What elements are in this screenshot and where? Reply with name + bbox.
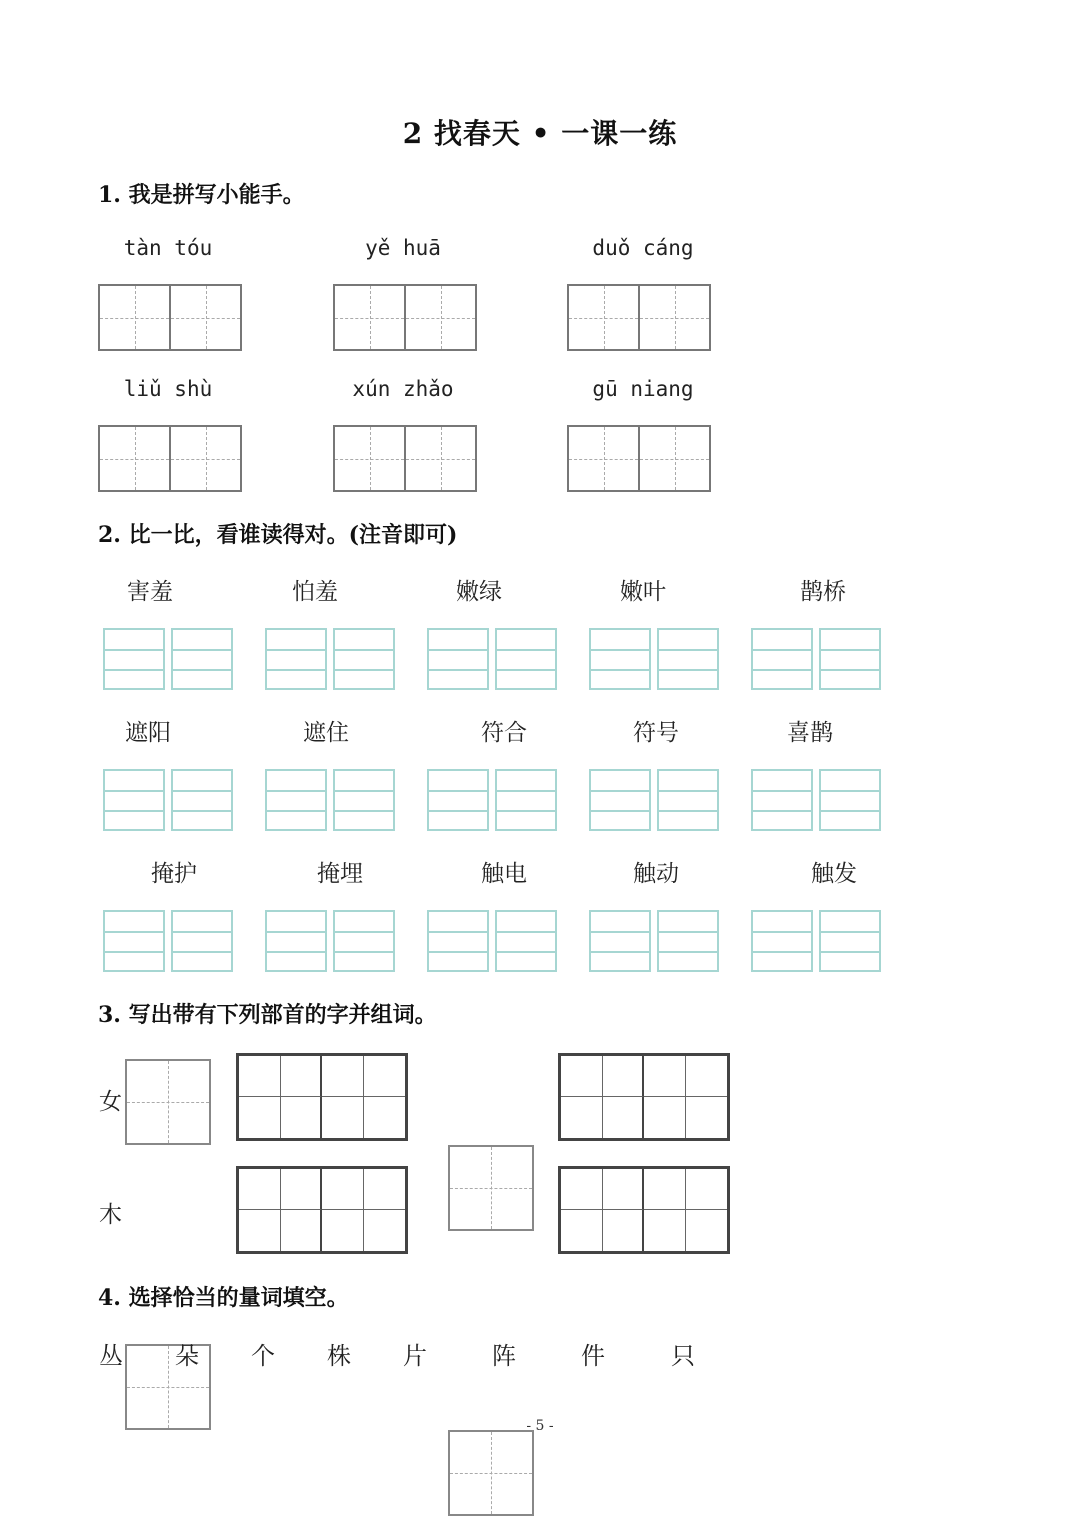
- word-label: 遮阳: [125, 720, 171, 746]
- page-number: - 5 -: [526, 1418, 554, 1434]
- word-label: 掩护: [151, 861, 197, 887]
- pinyin-label: gū niang: [592, 377, 694, 401]
- pinyin-grid[interactable]: [589, 910, 719, 972]
- measure-word: 朵: [175, 1342, 199, 1370]
- question-2-heading: 2. 比一比，看谁读得对。(注音即可): [98, 522, 458, 548]
- pinyin-label: yě huā: [365, 236, 441, 260]
- pinyin-grid[interactable]: [427, 769, 557, 831]
- writing-grid[interactable]: [567, 425, 711, 492]
- writing-grid[interactable]: [333, 425, 477, 492]
- measure-word: 件: [581, 1342, 605, 1370]
- writing-grid[interactable]: [333, 284, 477, 351]
- pinyin-label: liǔ shù: [123, 377, 213, 401]
- pinyin-grid[interactable]: [265, 628, 395, 690]
- pinyin-grid[interactable]: [751, 769, 881, 831]
- page-title: 2 找春天 • 一课一练: [402, 117, 678, 150]
- pinyin-grid[interactable]: [427, 628, 557, 690]
- word-label: 符合: [481, 720, 527, 746]
- word-label: 符号: [633, 720, 679, 746]
- pinyin-grid[interactable]: [751, 910, 881, 972]
- word-grid[interactable]: [558, 1166, 730, 1254]
- radical-label: 女: [99, 1089, 122, 1115]
- pinyin-label: tàn tóu: [123, 236, 213, 260]
- word-label: 喜鹊: [787, 720, 833, 746]
- pinyin-grid[interactable]: [103, 628, 233, 690]
- question-1-heading: 1. 我是拼写小能手。: [98, 182, 305, 208]
- measure-word: 株: [327, 1342, 351, 1370]
- word-label: 掩埋: [317, 861, 363, 887]
- measure-word: 丛: [99, 1342, 123, 1370]
- question-3-heading: 3. 写出带有下列部首的字并组词。: [98, 1002, 437, 1028]
- character-grid[interactable]: [125, 1059, 211, 1145]
- word-label: 触电: [481, 861, 527, 887]
- measure-word: 片: [403, 1342, 427, 1370]
- character-grid[interactable]: [448, 1145, 534, 1231]
- character-grid[interactable]: [448, 1430, 534, 1516]
- pinyin-grid[interactable]: [589, 769, 719, 831]
- word-grid[interactable]: [558, 1053, 730, 1141]
- pinyin-grid[interactable]: [265, 769, 395, 831]
- pinyin-grid[interactable]: [103, 910, 233, 972]
- pinyin-grid[interactable]: [589, 628, 719, 690]
- pinyin-grid[interactable]: [751, 628, 881, 690]
- writing-grid[interactable]: [98, 284, 242, 351]
- word-label: 嫩绿: [456, 579, 502, 605]
- word-grid[interactable]: [236, 1053, 408, 1141]
- measure-word: 阵: [492, 1342, 516, 1370]
- word-label: 害羞: [127, 579, 173, 605]
- word-grid[interactable]: [236, 1166, 408, 1254]
- pinyin-label: duǒ cáng: [592, 236, 694, 260]
- word-label: 遮住: [303, 720, 349, 746]
- measure-word: 个: [251, 1342, 275, 1370]
- pinyin-grid[interactable]: [427, 910, 557, 972]
- word-label: 怕羞: [292, 579, 338, 605]
- pinyin-grid[interactable]: [265, 910, 395, 972]
- writing-grid[interactable]: [98, 425, 242, 492]
- pinyin-label: xún zhǎo: [352, 377, 454, 401]
- pinyin-grid[interactable]: [103, 769, 233, 831]
- word-label: 鹊桥: [800, 579, 846, 605]
- radical-label: 木: [99, 1202, 122, 1228]
- word-label: 触动: [633, 861, 679, 887]
- measure-word: 只: [671, 1342, 695, 1370]
- word-label: 嫩叶: [620, 579, 666, 605]
- writing-grid[interactable]: [567, 284, 711, 351]
- question-4-heading: 4. 选择恰当的量词填空。: [98, 1285, 349, 1311]
- word-label: 触发: [811, 861, 857, 887]
